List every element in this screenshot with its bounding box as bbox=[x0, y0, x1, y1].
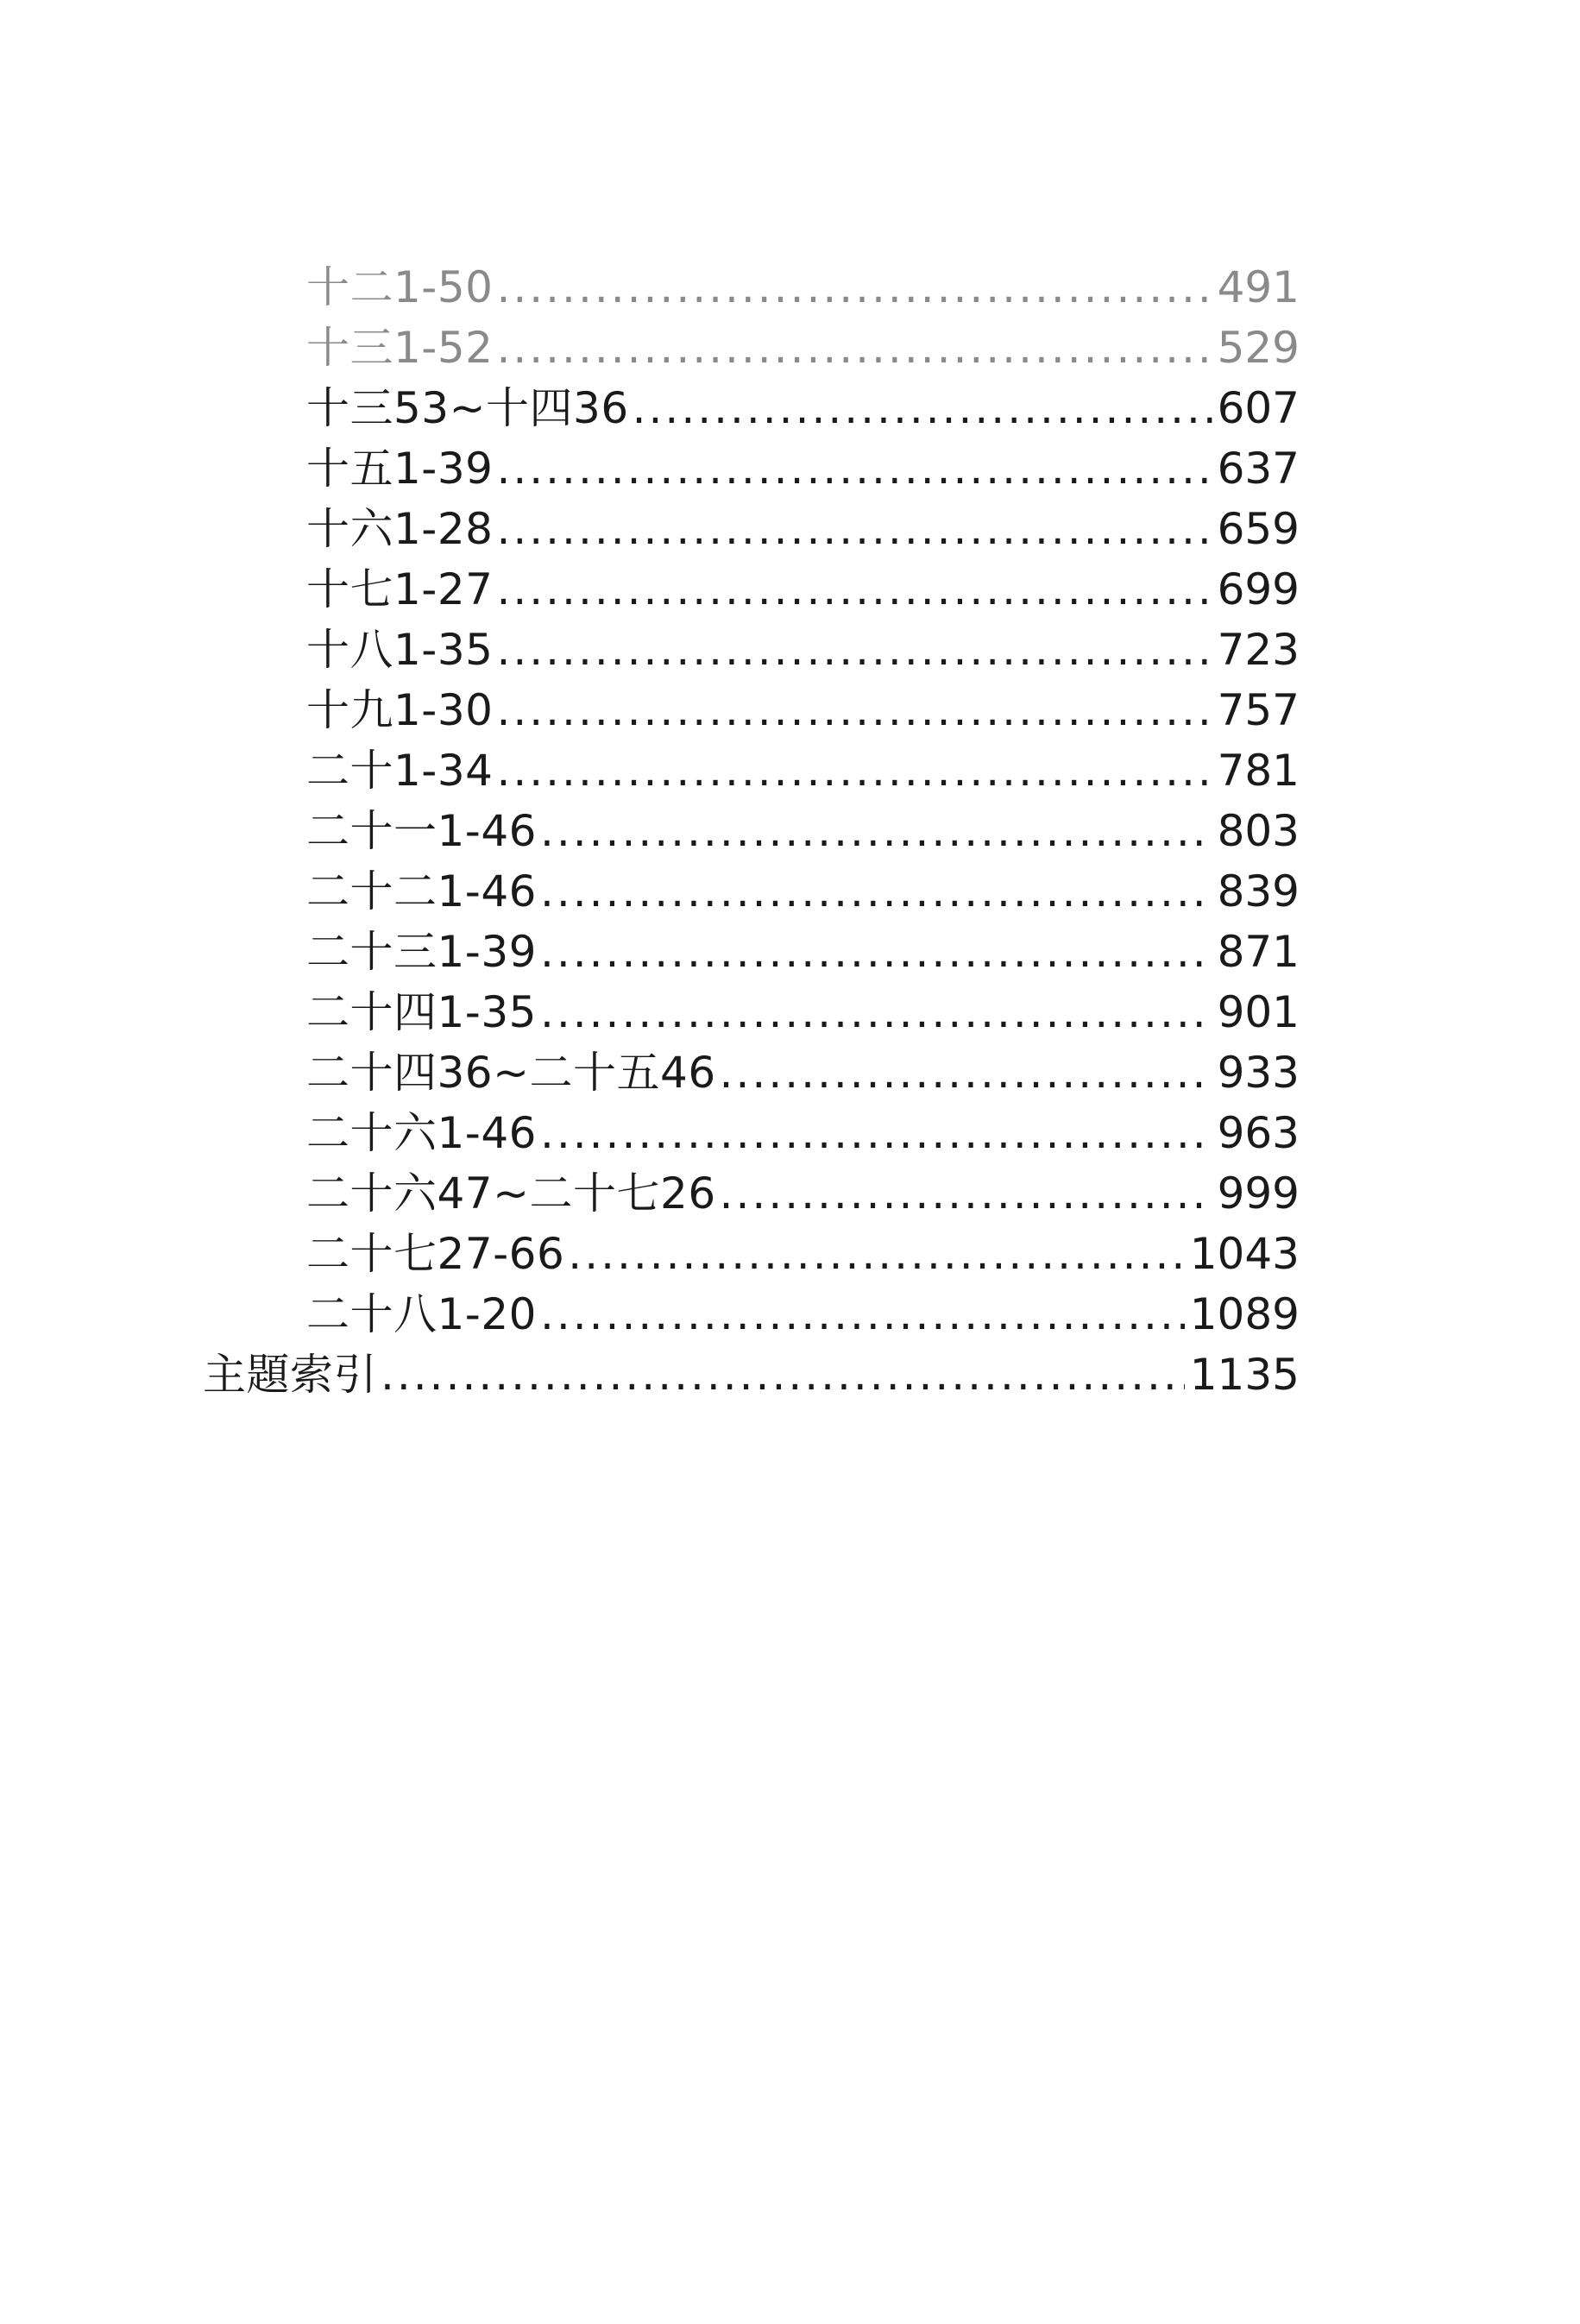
toc-entry[interactable] bbox=[306, 982, 1300, 1042]
toc-entry-page: 699 bbox=[1217, 564, 1300, 614]
toc-dot-leader bbox=[720, 1163, 1212, 1224]
toc-entry-label: 二十六1-46 bbox=[306, 1108, 537, 1158]
toc-entry-label: 十六1-28 bbox=[306, 504, 494, 554]
toc-dot-leader bbox=[381, 1345, 1185, 1405]
toc-entry-page: 803 bbox=[1217, 806, 1300, 856]
toc-entry-page: 999 bbox=[1217, 1168, 1300, 1219]
toc-dot-leader bbox=[633, 378, 1212, 438]
toc-entry[interactable] bbox=[306, 1224, 1300, 1284]
toc-dot-leader bbox=[568, 1224, 1184, 1284]
toc-entry-page: 963 bbox=[1217, 1108, 1300, 1158]
toc-entry-label: 二十三1-39 bbox=[306, 927, 537, 977]
toc-entry-label: 十八1-35 bbox=[306, 625, 494, 675]
toc-dot-leader bbox=[496, 257, 1212, 318]
toc-dot-leader bbox=[496, 620, 1212, 680]
toc-entry[interactable] bbox=[306, 740, 1300, 801]
toc-dot-leader bbox=[496, 559, 1212, 620]
toc-entry[interactable] bbox=[306, 499, 1300, 559]
toc-entry-label: 十三53~十四36 bbox=[306, 383, 629, 433]
toc-entry[interactable] bbox=[306, 318, 1300, 378]
toc-entry-label: 十二1-50 bbox=[306, 262, 494, 312]
toc-dot-leader bbox=[496, 680, 1212, 740]
toc-entry[interactable] bbox=[306, 1284, 1300, 1345]
toc-entry[interactable] bbox=[306, 378, 1300, 438]
toc-dot-leader bbox=[496, 438, 1212, 499]
toc-dot-leader bbox=[540, 861, 1212, 922]
toc-entry[interactable] bbox=[306, 438, 1300, 499]
toc-entry-page: 933 bbox=[1217, 1048, 1300, 1098]
toc-entry-page: 757 bbox=[1217, 685, 1300, 735]
toc-entry[interactable] bbox=[306, 861, 1300, 922]
toc-entry-label: 二十八1-20 bbox=[306, 1289, 537, 1339]
toc-entry[interactable] bbox=[306, 620, 1300, 680]
toc-entry[interactable] bbox=[306, 1163, 1300, 1224]
toc-entry[interactable] bbox=[306, 257, 1300, 318]
toc-entry-page: 491 bbox=[1217, 262, 1300, 312]
toc-dot-leader bbox=[540, 1284, 1185, 1345]
toc-dot-leader bbox=[540, 801, 1212, 861]
toc-entry-page: 607 bbox=[1217, 383, 1300, 433]
toc-dot-leader bbox=[720, 1042, 1212, 1103]
toc-entry-label: 二十六47~二十七26 bbox=[306, 1168, 716, 1219]
toc-entry-label: 十七1-27 bbox=[306, 564, 494, 614]
toc-dot-leader bbox=[496, 740, 1212, 801]
toc-entry-page: 637 bbox=[1217, 444, 1300, 494]
toc-entry[interactable] bbox=[306, 801, 1300, 861]
toc-entry-page: 1089 bbox=[1189, 1289, 1300, 1339]
toc-entry[interactable] bbox=[306, 680, 1300, 740]
toc-entry-page: 839 bbox=[1217, 866, 1300, 916]
toc-entry-label: 二十一1-46 bbox=[306, 806, 537, 856]
toc-entry-page: 529 bbox=[1217, 323, 1300, 373]
toc-entry-label: 十五1-39 bbox=[306, 444, 494, 494]
toc-entry[interactable] bbox=[306, 922, 1300, 982]
toc-entry-label: 二十七27-66 bbox=[306, 1229, 565, 1279]
toc-entry-page: 781 bbox=[1217, 746, 1300, 796]
toc-entry-label: 主題索引 bbox=[203, 1350, 377, 1400]
toc-entry-label: 二十1-34 bbox=[306, 746, 494, 796]
toc-entry-page: 659 bbox=[1217, 504, 1300, 554]
toc-entry-label: 十三1-52 bbox=[306, 323, 494, 373]
toc-entry[interactable] bbox=[306, 559, 1300, 620]
toc-entry-page: 871 bbox=[1217, 927, 1300, 977]
toc-entry-page: 901 bbox=[1217, 987, 1300, 1037]
toc-entry-label: 二十四1-35 bbox=[306, 987, 537, 1037]
toc-entry-page: 1043 bbox=[1189, 1229, 1300, 1279]
toc-entry-subject-index[interactable] bbox=[203, 1345, 1300, 1405]
toc-dot-leader bbox=[496, 318, 1212, 378]
toc-entry-page: 723 bbox=[1217, 625, 1300, 675]
toc-entry-label: 二十四36~二十五46 bbox=[306, 1048, 716, 1098]
toc-entry-page: 1135 bbox=[1189, 1350, 1300, 1400]
toc-entry-label: 二十二1-46 bbox=[306, 866, 537, 916]
toc-entry[interactable] bbox=[306, 1103, 1300, 1163]
toc-dot-leader bbox=[540, 1103, 1212, 1163]
toc-dot-leader bbox=[496, 499, 1212, 559]
toc-dot-leader bbox=[540, 982, 1212, 1042]
toc-dot-leader bbox=[540, 922, 1212, 982]
toc-entry-label: 十九1-30 bbox=[306, 685, 494, 735]
toc-entry[interactable] bbox=[306, 1042, 1300, 1103]
